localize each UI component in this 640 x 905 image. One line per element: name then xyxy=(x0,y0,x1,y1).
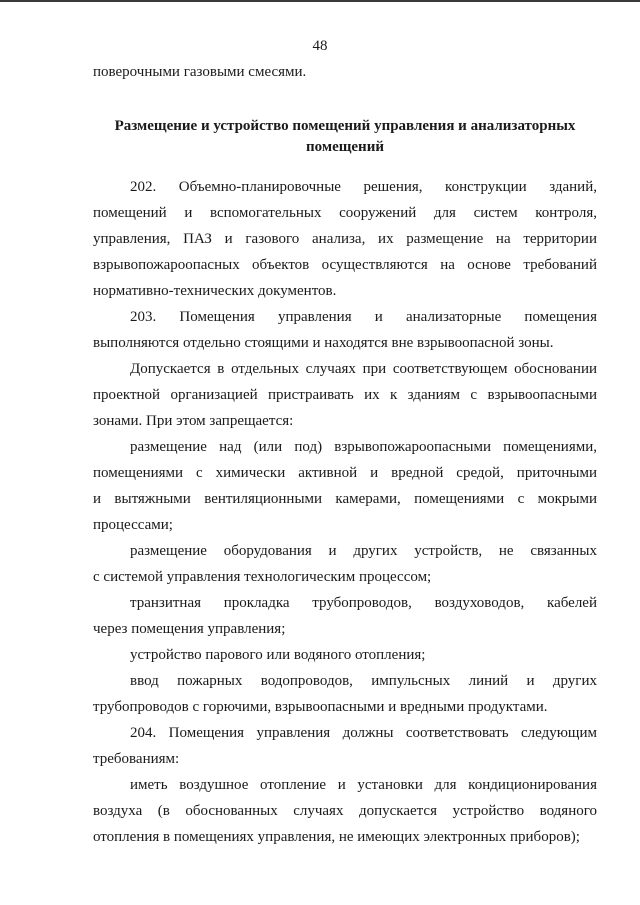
list-item-line: и вытяжными вентиляционными камерами, помещениями с мокрыми xyxy=(93,491,597,507)
paragraph-202-line: 202. Объемно-планировочные решения, конструкции зданий, xyxy=(130,179,597,195)
list-item-line: трубопроводов с горючими, взрывоопасными и вредными продуктами. xyxy=(93,699,548,715)
page-number: 48 xyxy=(312,38,328,54)
paragraph-203-line: 203. Помещения управления и анализаторные помещения xyxy=(130,309,597,325)
paragraph-line: Допускается в отдельных случаях при соответствующем обосновании xyxy=(130,361,597,377)
list-item-line: через помещения управления; xyxy=(93,621,286,637)
list-item-line: размещение над (или под) взрывопожароопасными помещениями, xyxy=(130,439,597,455)
top-rule xyxy=(0,0,640,2)
paragraph-204-line: 204. Помещения управления должны соответствовать следующим xyxy=(130,725,597,741)
paragraph-203-line: выполняются отдельно стоящими и находятся вне взрывоопасной зоны. xyxy=(93,335,554,351)
paragraph-202-line: нормативно-технических документов. xyxy=(93,283,337,299)
text-line: поверочными газовыми смесями. xyxy=(93,64,307,80)
paragraph-202-line: управления, ПАЗ и газового анализа, их размещение на территории xyxy=(93,231,597,247)
list-item-line: ввод пожарных водопроводов, импульсных линий и других xyxy=(130,673,597,689)
list-item-line: процессами; xyxy=(93,517,173,533)
list-item-line: устройство парового или водяного отопления; xyxy=(130,647,426,663)
section-heading-line-1: Размещение и устройство помещений управления и анализаторных xyxy=(114,118,576,134)
list-item-line: воздуха (в обоснованных случаях допускается устройство водяного xyxy=(93,803,597,819)
list-item-line: транзитная прокладка трубопроводов, воздуховодов, кабелей xyxy=(130,595,597,611)
list-item-line: иметь воздушное отопление и установки для кондиционирования xyxy=(130,777,597,793)
list-item-line: отопления в помещениях управления, не имеющих электронных приборов); xyxy=(93,829,580,845)
list-item-line: помещениями с химически активной и вредной средой, приточными xyxy=(93,465,597,481)
list-item-line: размещение оборудования и других устройств, не связанных xyxy=(130,543,597,559)
list-item-line: с системой управления технологическим процессом; xyxy=(93,569,432,585)
paragraph-line: проектной организацией пристраивать их к зданиям с взрывоопасными xyxy=(93,387,597,403)
paragraph-204-line: требованиям: xyxy=(93,751,180,767)
paragraph-202-line: помещений и вспомогательных сооружений для систем контроля, xyxy=(93,205,597,221)
section-heading-line-2: помещений xyxy=(306,139,384,155)
paragraph-line: зонами. При этом запрещается: xyxy=(93,413,294,429)
paragraph-202-line: взрывопожароопасных объектов осуществляются на основе требований xyxy=(93,257,597,273)
